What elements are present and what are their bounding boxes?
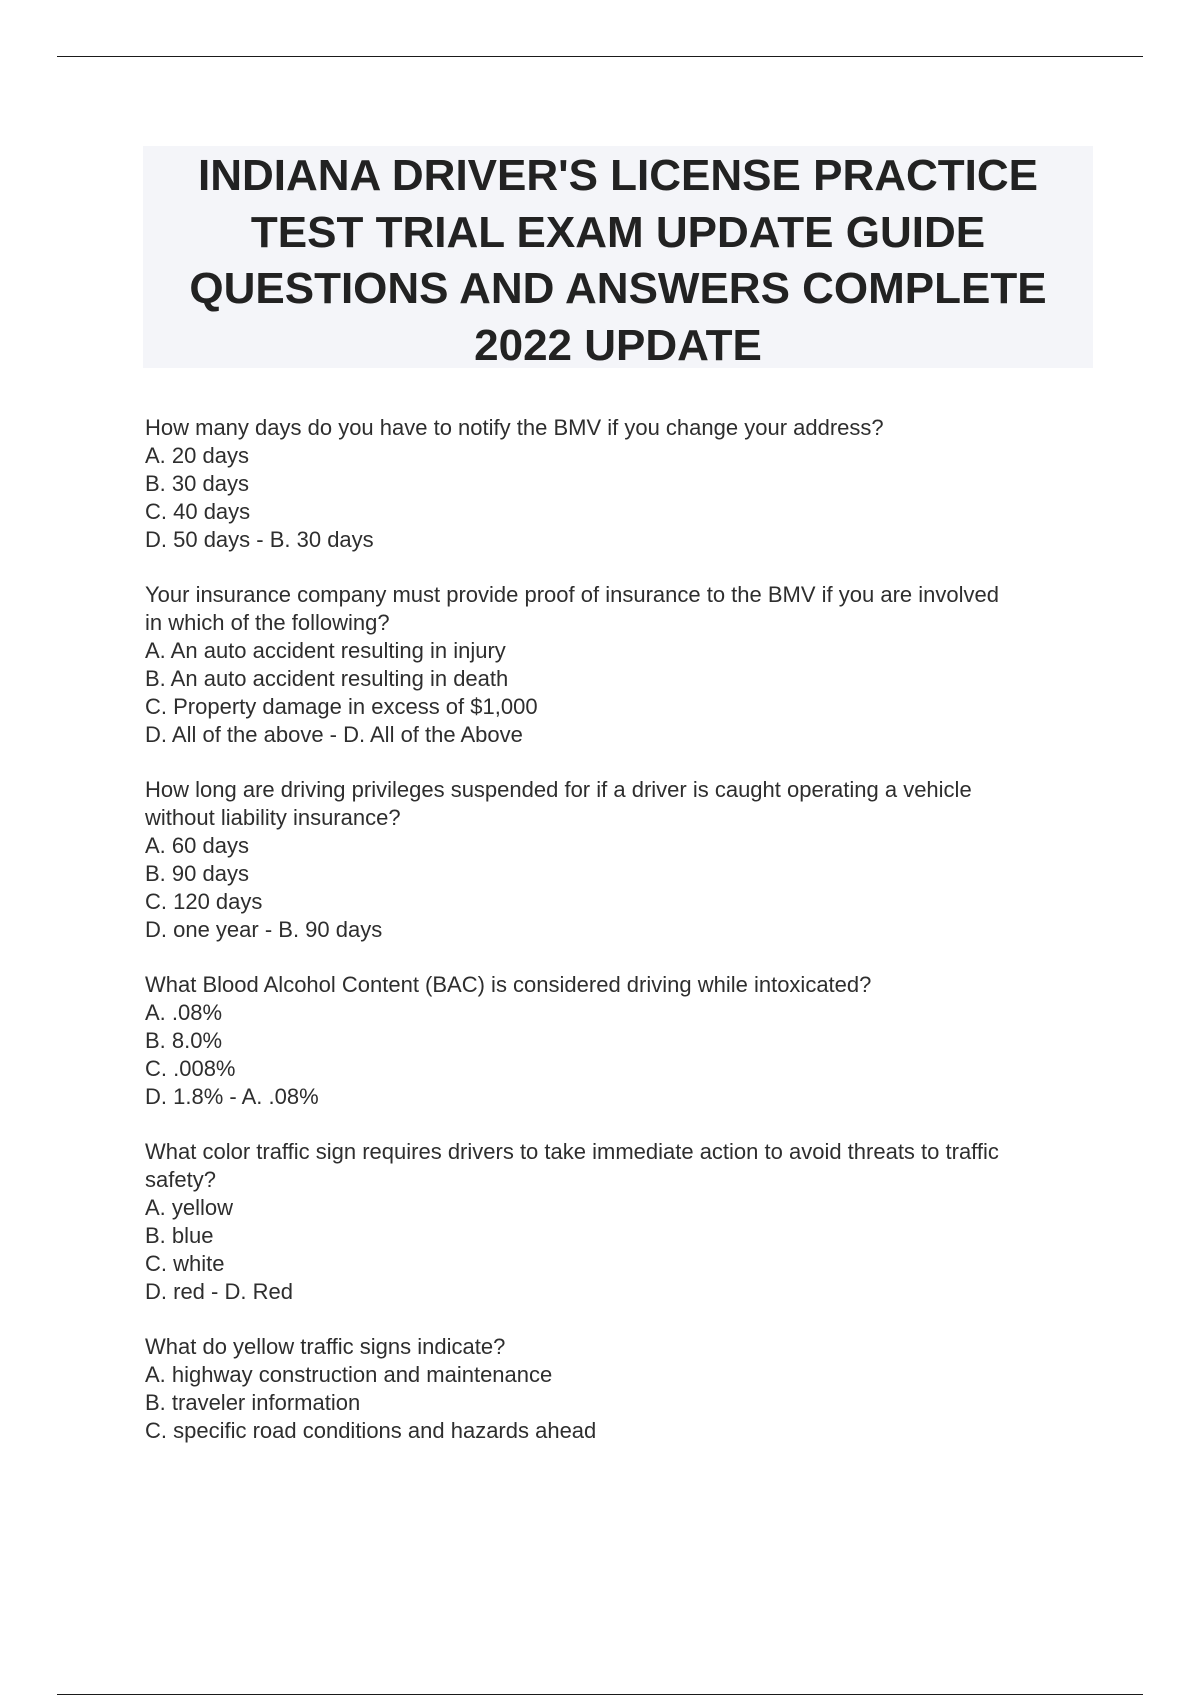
question-block [145, 414, 1105, 554]
header-rule [57, 56, 1143, 57]
answer-option: A. .08% [145, 1000, 223, 1025]
question-text: in which of the following? [145, 610, 390, 635]
question-block [145, 971, 1105, 1111]
question-block [145, 1138, 1105, 1306]
answer-option: A. An auto accident resulting in injury [145, 638, 506, 663]
question-block [145, 581, 1105, 749]
questions-list [145, 414, 1105, 1472]
title-line: INDIANA DRIVER'S LICENSE PRACTICE [197, 151, 1039, 200]
question-text: Your insurance company must provide proof of insurance to the BMV if you are involved [145, 582, 999, 607]
title-line: TEST TRIAL EXAM UPDATE GUIDE [250, 207, 986, 257]
answer-option: A. yellow [145, 1195, 234, 1220]
answer-option: A. 60 days [145, 833, 249, 858]
answer-option-with-correct-answer: D. All of the above - D. All of the Above [145, 722, 523, 747]
answer-option: C. 120 days [145, 889, 263, 914]
answer-option-with-correct-answer: D. 1.8% - A. .08% [145, 1084, 319, 1109]
question-text: What Blood Alcohol Content (BAC) is considered driving while intoxicated? [145, 972, 872, 997]
answer-option: B. traveler information [145, 1390, 361, 1415]
title-line: QUESTIONS AND ANSWERS COMPLETE [189, 264, 1047, 313]
answer-option: C. 40 days [145, 499, 251, 524]
question-text: How long are driving privileges suspended for if a driver is caught operating a vehicle [145, 777, 972, 802]
answer-option: B. An auto accident resulting in death [145, 666, 509, 691]
question-block [145, 776, 1105, 944]
answer-option: B. 30 days [145, 471, 249, 496]
question-text: What do yellow traffic signs indicate? [145, 1334, 506, 1359]
question-text: without liability insurance? [145, 805, 401, 830]
answer-option: C. Property damage in excess of $1,000 [145, 694, 538, 719]
question-text: What color traffic sign requires drivers to take immediate action to avoid threats to traffic [145, 1139, 999, 1164]
answer-option: B. 8.0% [145, 1028, 223, 1053]
question-block [145, 1333, 1105, 1445]
answer-option: C. specific road conditions and hazards ahead [145, 1418, 597, 1443]
answer-option: A. highway construction and maintenance [145, 1362, 553, 1387]
answer-option-with-correct-answer: D. one year - B. 90 days [145, 917, 383, 942]
answer-option-with-correct-answer: D. red - D. Red [145, 1279, 293, 1304]
answer-option: A. 20 days [145, 443, 249, 468]
answer-option: B. 90 days [145, 861, 249, 886]
footer-rule [57, 1694, 1143, 1695]
answer-option: C. white [145, 1251, 225, 1276]
answer-option: C. .008% [145, 1056, 236, 1081]
document-title [143, 146, 1093, 368]
title-line: 2022 UPDATE [474, 320, 762, 370]
question-text: safety? [145, 1167, 216, 1192]
answer-option: B. blue [145, 1223, 214, 1248]
answer-option-with-correct-answer: D. 50 days - B. 30 days [145, 527, 374, 552]
question-text: How many days do you have to notify the BMV if you change your address? [145, 415, 884, 440]
